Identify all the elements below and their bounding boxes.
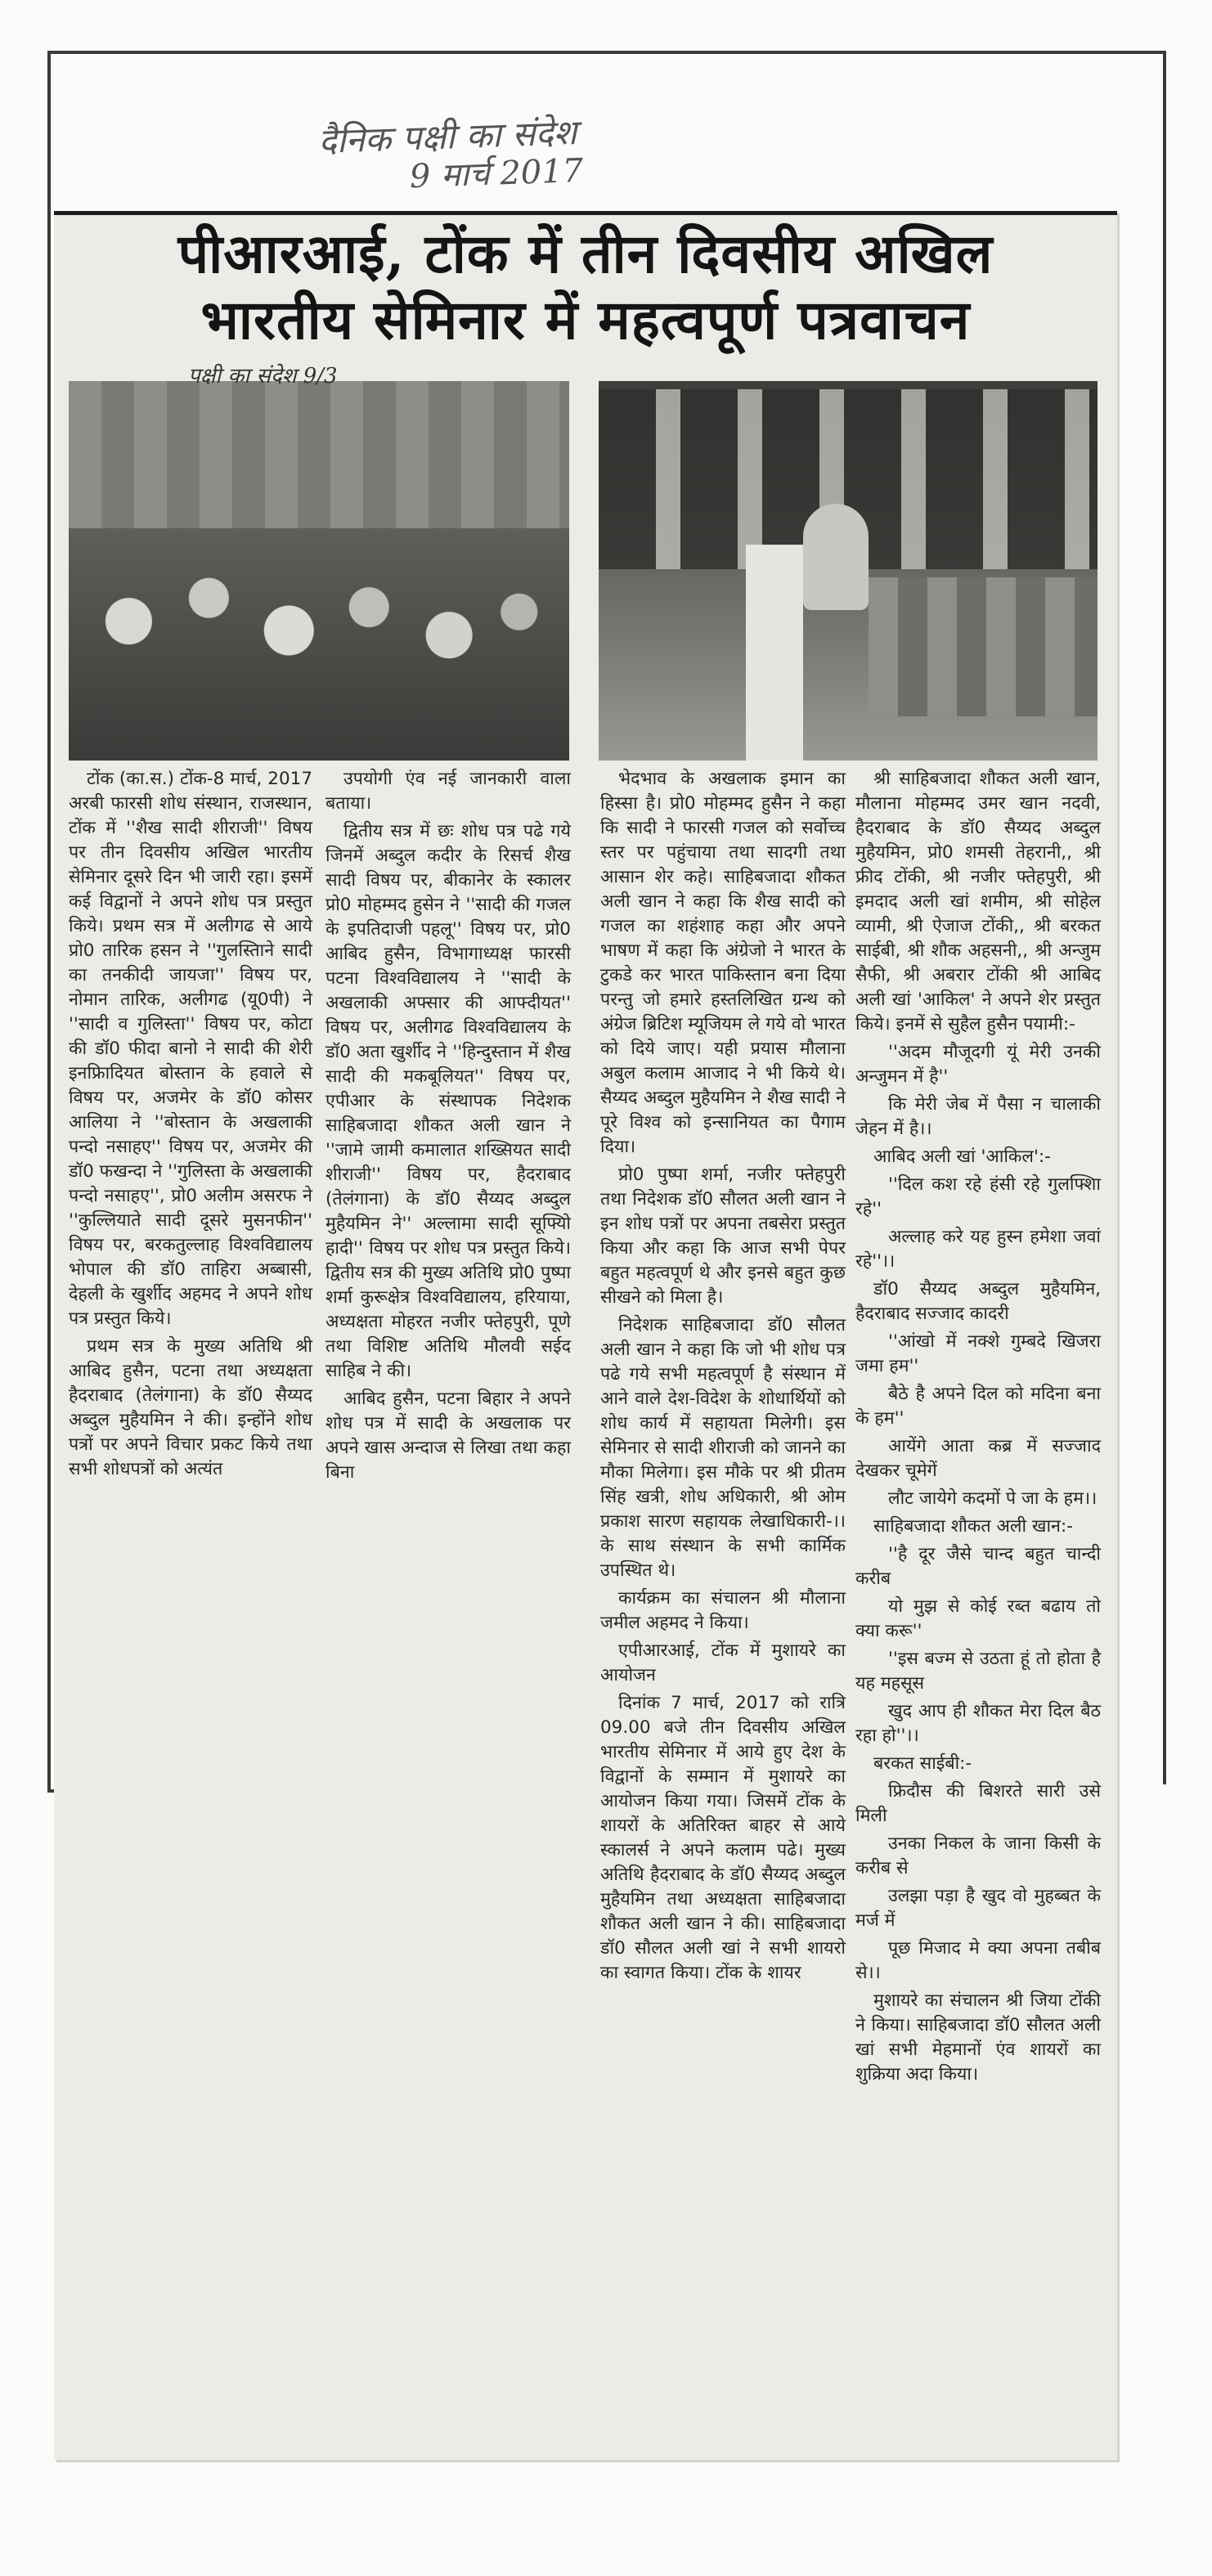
col4-verse-5: ''आंखो में नक्शे गुम्बदे खिजरा जमा हम'' (855, 1331, 1101, 1376)
source-newspaper-name: दैनिक पक्षी का संदेश (317, 112, 578, 162)
col2-para-2: द्वितीय सत्र में छः शोध पत्र पढे गये जिनमें अब्दुल कदीर के रिसर्च शैख सादी विषय पर, बीकानेर के स्कालर प्रो0 मोहम्मद हुसेन ने ''सादी की गजल के इपतिदाजी पहलू'' विषय पर, प्रो0 आबिद हुसैन, विभागाध्यक्ष फारसी पटना विश्वविद्यालय ने ''सादी के अखलाकी अफ्सार की आफ्दीयत'' विषय पर, अलीगढ विश्वविद्यालय के डॉ0 अता खुर्शीद ने ''हिन्दुस्तान में शैख सादी की मकबूलियत'' विषय पर, एपीआर के संस्थापक निदेशक साहिबजादा शौकत अली खान ने ''जामे जामी कमालात शख्सियत सादी शीराजी'' विषय पर, हैदराबाद (तेलंगाना) के डॉ0 सैय्यद अब्दुल मुहैयमिन ने'' अल्लामा सादी सूफ्यिो हादी'' विषय पर शोध पत्र प्रस्तुत किये। द्वितीय सत्र की मुख्य अतिथि प्रो0 पुष्पा शर्मा कुरूक्षेत्र विश्वविद्यालय, हरियाया, अध्यक्षता मोहरत नजीर फ्तेहपुरी, पूणे तथा विशिष्ट अतिथि मौलवी सईद साहिब ने की। (325, 821, 571, 1381)
photo-display-case (869, 577, 1098, 716)
article-column-3 (600, 767, 846, 1989)
frame-left-line (47, 51, 51, 1793)
col4-verse-9: ''है दूर जैसे चान्द बहुत चान्दी करीब (855, 1544, 1101, 1589)
col4-verse-13: फ्रिदौस की बिशरते सारी उसे मिली (855, 1781, 1101, 1826)
col4-verse-7: आयेंगे आता कब्र में सज्जाद देखकर चूमेगें (855, 1436, 1101, 1481)
photo-podium (746, 545, 803, 761)
article-column-1 (69, 767, 312, 1485)
col4-verse-14: उनका निकल के जाना किसी के करीब से (855, 1833, 1101, 1878)
col2-para-1: उपयोगी एंव नई जानकारी वाला बताया। (325, 769, 571, 814)
photo-speaker (803, 504, 869, 610)
photo-handwritten-note: पक्षी का संदेश 9/3 (188, 364, 338, 388)
frame-right-line (1163, 51, 1166, 1784)
col2-para-3: आबिद हुसैन, पटना बिहार ने अपने शोध पत्र में सादी के अखलाक पर अपने खास अन्दाज से लिखा तथा कहा बिना (325, 1389, 571, 1483)
headline (54, 221, 1117, 352)
clipping-top-rule (54, 211, 1117, 215)
seminar-audience-photo (69, 381, 569, 761)
headline-line-2: भारतीय सेमिनार में महत्वपूर्ण पत्रवाचन (200, 287, 971, 352)
col4-para-1: श्री साहिबजादा शौकत अली खान, मौलाना मोहम्मद उमर खान नदवी, हैदराबाद के डॉ0 सैय्यद अब्दुल मुहैयमिन, प्रो0 शमसी तेहरानी,, श्री फ्रीद टोंकी, श्री नजीर फ्तेहपुरी, श्री इमदाद अली खां शमीम, श्री सोहेल व्यामी, श्री ऐजाज टोंकी,, श्री बरकत साईबी, श्री शौक अहसनी,, श्री अन्जुम सैफी, श्री अबरार टोंकी श्री आबिद अली खां 'आकिल' ने अपने शेर प्रस्तुत किये। इनमें से सुहैल हुसैन पयामी:- (855, 769, 1101, 1034)
col4-poet-2: डॉ0 सैय्यद अब्दुल मुहैयमिन, हैदराबाद सज्जाद कादरी (855, 1279, 1101, 1324)
article-column-2 (325, 767, 571, 1488)
col4-verse-1: ''अदम मौजूदगी यूं मेरी उनकी अन्जुमन में है'' (855, 1042, 1101, 1087)
col4-verse-6: बैठे है अपने दिल को मदिना बना के हम'' (855, 1384, 1101, 1429)
col3-para-1: भेदभाव के अखलाक इमान का हिस्सा है। प्रो0 मोहम्मद हुसैन ने कहा कि सादी ने फारसी गजल को सर्वोच्च स्तर पर पहुंचाया तथा सादगी तथा आसान शेर कहे। साहिबजादा शौकत अली खान ने कहा कि शैख सादी को गजल का शहंशाह कहा और अपने भाषण में कहा कि अंग्रेजो ने भारत के टुकडे कर भारत पाकिस्तान बना दिया परन्तु जो हमारे हस्तलिखित ग्रन्थ को अंग्रेज ब्रिटिश म्यूजियम ले गये वो भारत को दिये जाए। यही प्रयास मौलाना अबुल कलाम आजाद ने भी किये थे। सैय्यद अब्दुल मुहैयमिन ने शैख सादी ने पूरे विश्व को इन्सानियत का पैगाम दिया। (600, 769, 846, 1157)
source-date: 9 मार्च 2017 (409, 152, 584, 196)
col4-verse-4: अल्लाह करे यह हुस्न हमेशा जवां रहे''।। (855, 1227, 1101, 1272)
col4-poet-1: आबिद अली खां 'आकिल':- (873, 1147, 1051, 1167)
col3-para-2: प्रो0 पुष्पा शर्मा, नजीर फ्तेहपुरी तथा निदेशक डॉ0 सौलत अली खान ने इन शोध पत्रों पर अपना तबसेरा प्रस्तुत किया और कहा कि आज सभी पेपर बहुत महत्वपूर्ण थे और इनसे बहुत कुछ सीखने को मिला है। (600, 1165, 846, 1308)
photo-wall-backdrop (69, 381, 569, 528)
col4-closing-para: मुशायरे का संचालन श्री जिया टोंकी ने किया। साहिबजादा डॉ0 सौलत अली खां सभी मेहमानों एंव शायरों का शुक्रिया अदा किया। (855, 1990, 1101, 2085)
col4-verse-3: ''दिल कश रहे हंसी रहे गुलफ्शिा रहे'' (855, 1174, 1101, 1219)
col4-poet-3: साहिबजादा शौकत अली खान:- (873, 1516, 1073, 1537)
headline-line-1: पीआरआई, टोंक में तीन दिवसीय अखिल (177, 222, 994, 285)
col4-verse-8: लौट जायेगे कदमों पे जा के हम।। (888, 1488, 1098, 1509)
col3-subheading: एपीआरआई, टोंक में मुशायरे का आयोजन (600, 1640, 846, 1685)
col4-verse-2: कि मेरी जेब में पैसा न चालाकी जेहन में है।। (855, 1094, 1101, 1139)
col4-verse-15: उलझा पड़ा है खुद वो मुहब्बत के मर्ज में (855, 1886, 1101, 1931)
col3-para-5: दिनांक 7 मार्च, 2017 को रात्रि 09.00 बजे तीन दिवसीय अखिल भारतीय सेमिनार में आये हुए देश के विद्वानों के सम्मान में मुशायरे का आयोजन किया गया। जिसमें टोंक के शायरों के अतिरिक्त बाहर से आये स्कालर्स ने अपने कलाम पढे। मुख्य अतिथि हैदराबाद के डॉ0 सैय्यद अब्दुल मुहैयमिन तथा अध्यक्षता साहिबजादा शौकत अली खान ने की। साहिबजादा डॉ0 सौलत अली खां ने सभी शायरो का स्वागत किया। टोंक के शायर (600, 1693, 846, 1983)
handwritten-source-note (318, 107, 746, 199)
col1-para-1: टोंक (का.स.) टोंक-8 मार्च, 2017 अरबी फारसी शोध संस्थान, राजस्थान, टोंक में ''शैख सादी शीराजी'' विषय पर तीन दिवसीय अखिल भारतीय सेमिनार दूसरे दिन भी जारी रहा। इसमें कई विद्वानों ने अपने शोध पत्र प्रस्तुत किये। प्रथम सत्र में अलीगढ से आये प्रो0 तारिक हसन ने ''गुलस्तिाने सादी का तनकीदी जायजा'' विषय पर, नोमान तारिक, अलीगढ (यू0पी) ने ''सादी व गुलिस्ता'' विषय पर, कोटा की डॉ0 फीदा बानो ने सादी की शेरी इनफ्रिादियत बोस्तान के हवाले से विषय पर, अजमेर के डॉ0 कोसर आलिया ने ''बोस्तान के अखलाकी पन्दो नसाहए'' विषय पर, अजमेर की डॉ0 फखन्दा ने ''गुलिस्ता के अखलाकी पन्दो नसाहए'', प्रो0 अलीम असरफ ने ''कुल्लियाते सादी दूसरे मुसनफीन'' विषय पर, बरकतुल्लाह विश्वविद्यालय भोपाल की डॉ0 ताहिरा अब्बासी, देहली के खुर्शीद अहमद ने अपने शोध पत्र प्रस्तुत किये। (69, 769, 312, 1329)
photo-audience (69, 528, 569, 761)
col4-verse-16: पूछ मिजाद मे क्या अपना तबीब से।। (855, 1938, 1101, 1983)
article-column-4 (855, 767, 1101, 2090)
col3-para-3: निदेशक साहिबजादा डॉ0 सौलत अली खान ने कहा कि जो भी शोध पत्र पढे गये सभी महत्वपूर्ण है संस्थान में आने वाले देश-विदेश के शोधार्थियों को शोध कार्य में सहायता मिलेगी। इस सेमिनार से सादी शीराजी को जानने का मौका मिलेगा। इस मौके पर श्री प्रीतम सिंह खत्री, शोध अधिकारी, श्री ओम प्रकाश सारण सहायक लेखाधिकारी-।। के साथ संस्थान के सभी कार्मिक उपस्थित थे। (600, 1315, 846, 1581)
col4-verse-10: यो मुझ से कोई रब्त बढाय तो क्या करू'' (855, 1596, 1101, 1641)
speaker-at-podium-photo (599, 381, 1098, 761)
frame-top-line (47, 51, 1166, 54)
col4-poet-4: बरकत साईबी:- (873, 1753, 972, 1774)
col3-para-4: कार्यक्रम का संचालन श्री मौलाना जमील अहमद ने किया। (600, 1588, 846, 1633)
col4-verse-12: खुद आप ही शौकत मेरा दिल बैठ रहा हो''।। (855, 1701, 1101, 1746)
col1-para-2: प्रथम सत्र के मुख्य अतिथि श्री आबिद हुसैन, पटना तथा अध्यक्षता हैदराबाद (तेलंगाना) के डॉ0 सैय्यद अब्दुल मुहैयमिन ने की। इन्होंने शोध पत्रों पर अपने विचार प्रकट किये तथा सभी शोधपत्रों को अत्यंत (69, 1336, 312, 1479)
col4-verse-11: ''इस बज्म से उठता हूं तो होता है यह महसूस (855, 1649, 1101, 1694)
